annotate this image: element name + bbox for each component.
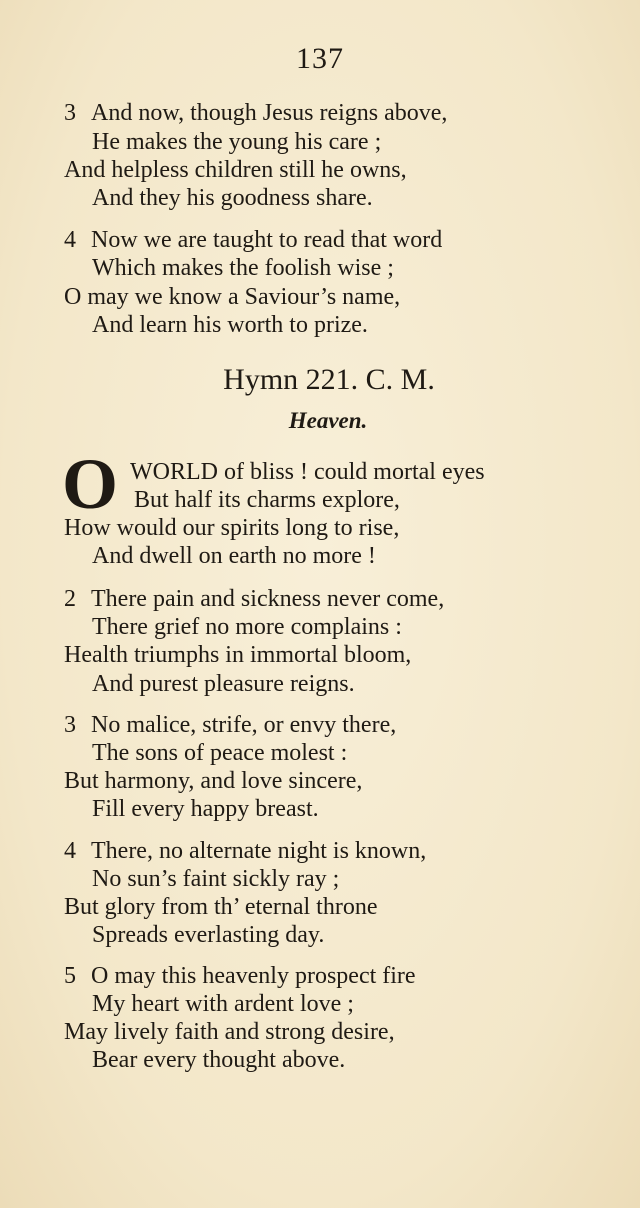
verse-line: Spreads everlasting day.: [92, 922, 325, 948]
verse-line: He makes the young his care ;: [92, 129, 382, 155]
verse-line: And they his goodness share.: [92, 185, 373, 211]
verse-number: 4: [64, 838, 76, 864]
verse-number: 3: [64, 100, 76, 126]
verse-line-text: No malice, strife, or envy there,: [91, 712, 397, 738]
verse-line: No sun’s faint sickly ray ;: [92, 866, 340, 892]
verse-line: Health triumphs in immortal bloom,: [64, 642, 412, 668]
verse-line: [64, 99, 447, 127]
verse-line: O may we know a Saviour’s name,: [64, 284, 401, 310]
page-number: 137: [296, 42, 344, 75]
drop-cap: O: [62, 444, 119, 524]
verse-line: How would our spirits long to rise,: [64, 515, 400, 541]
verse-line: [64, 962, 416, 990]
verse-line: My heart with ardent love ;: [92, 991, 354, 1017]
verse-line: [64, 226, 442, 254]
verse-line: Bear every thought above.: [92, 1047, 346, 1073]
verse-number: 3: [64, 712, 76, 738]
hymn-subject: Heaven.: [288, 408, 368, 433]
verse-line: And learn his worth to prize.: [92, 312, 368, 338]
verse-line: [64, 585, 444, 613]
verse-line: And purest pleasure reigns.: [92, 671, 355, 697]
verse-line: Fill every happy breast.: [92, 796, 319, 822]
verse-line-text: There, no alternate night is known,: [91, 838, 427, 864]
verse-line: May lively faith and strong desire,: [64, 1019, 395, 1045]
verse-line-text: There pain and sickness never come,: [91, 586, 445, 612]
verse-line: [64, 711, 396, 739]
verse-line-text: And now, though Jesus reigns above,: [91, 100, 448, 126]
verse-number: 2: [64, 586, 76, 612]
verse-line-text: O may this heavenly prospect fire: [91, 963, 416, 989]
verse-line: But glory from th’ eternal throne: [64, 894, 378, 920]
verse-line: Which makes the foolish wise ;: [92, 255, 394, 281]
verse-line-text: Now we are taught to read that word: [91, 227, 443, 253]
verse-number: 4: [64, 227, 76, 253]
verse-line: There grief no more complains :: [92, 614, 402, 640]
verse-line: But half its charms explore,: [134, 487, 400, 513]
verse-number: 5: [64, 963, 76, 989]
verse-line: The sons of peace molest :: [92, 740, 348, 766]
verse-line: But harmony, and love sincere,: [64, 768, 363, 794]
hymn-title: Hymn 221. C. M.: [223, 363, 435, 396]
verse-line: WORLD of bliss ! could mortal eyes: [130, 459, 485, 485]
verse-line: And dwell on earth no more !: [92, 543, 376, 569]
verse-line: And helpless children still he owns,: [64, 157, 407, 183]
verse-line: [64, 837, 426, 865]
